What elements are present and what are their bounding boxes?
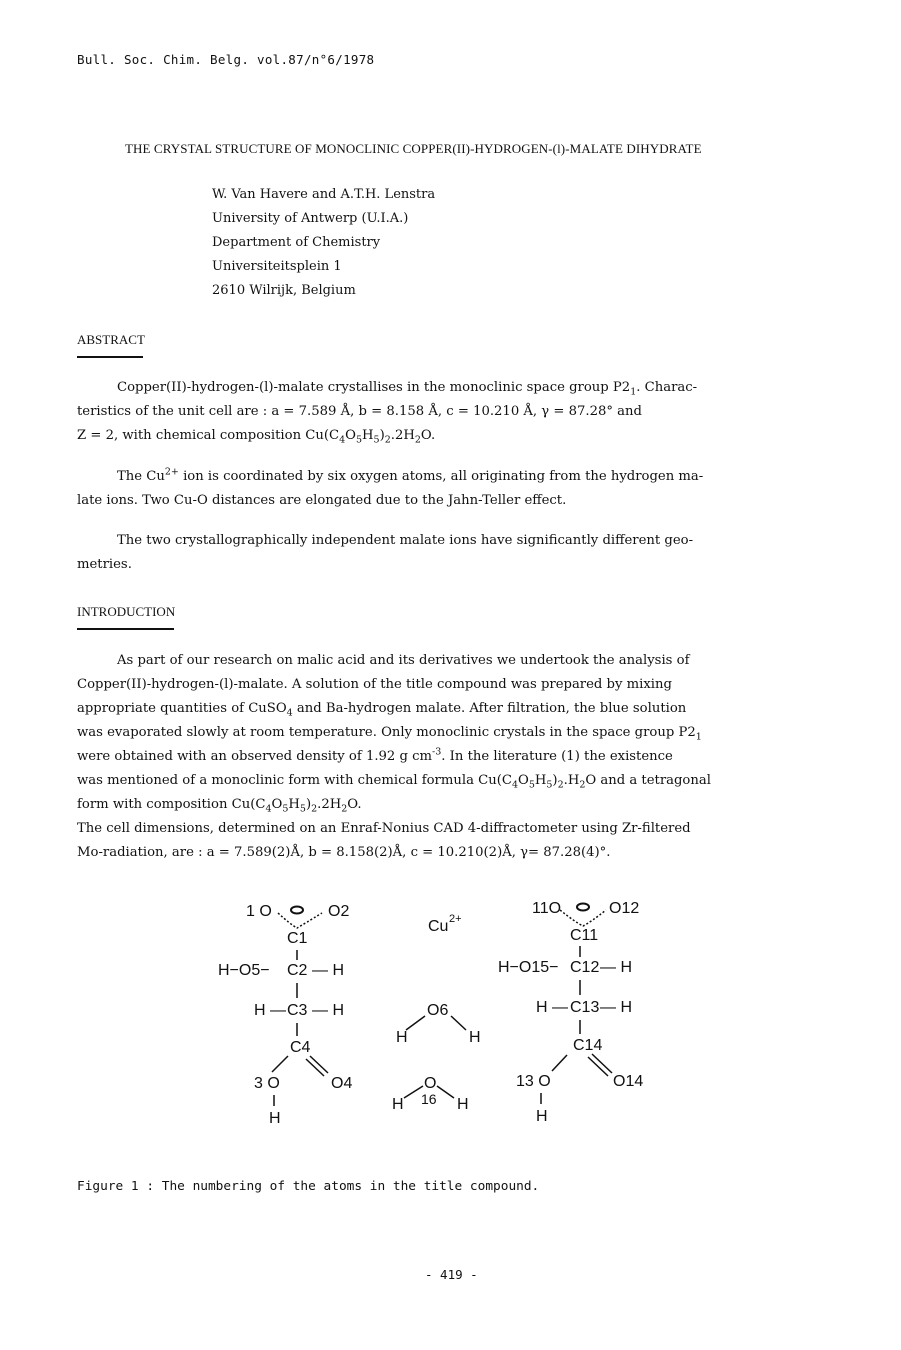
affiliation-city: 2610 Wilrijk, Belgium (212, 283, 356, 298)
atom-label-h-c3-left: H — (254, 1002, 286, 1019)
text-run: ) (305, 797, 312, 812)
atom-label-h-c13-left: H — (536, 999, 568, 1016)
bond (552, 1055, 567, 1071)
text-line: The cell dimensions, determined on an Enraf-Nonius CAD 4-diffractometer using Zr-filtered (77, 821, 691, 836)
atom-label-o1: 1 O (246, 903, 272, 920)
atom-label-c2: C2 (287, 962, 308, 979)
text-run: H (534, 773, 547, 788)
subscript: 2 (341, 803, 348, 815)
subscript: 5 (373, 434, 380, 446)
text-line: Copper(II)-hydrogen-(l)-malate. A solution of the title compound was prepared by mixing (77, 677, 672, 692)
atom-number-16: 16 (421, 1091, 437, 1107)
atom-label-o12: O12 (609, 900, 640, 917)
subscript: 1 (695, 731, 702, 743)
bond (437, 1086, 454, 1098)
atom-label-c11: C11 (570, 927, 599, 944)
atom-label-o13: 13 O (516, 1073, 551, 1090)
cu-label: Cu (428, 918, 449, 935)
atom-label-o16: O (424, 1075, 437, 1092)
subscript: 4 (339, 434, 346, 446)
text-run: and Ba-hydrogen malate. After filtration, the blue solution (292, 701, 687, 716)
text-run: . In the literature (1) the existence (441, 749, 673, 764)
affiliation-street: Universiteitsplein 1 (212, 259, 342, 274)
affiliation-university: University of Antwerp (U.I.A.) (212, 211, 409, 226)
water-o16 (392, 1075, 469, 1113)
atom-label-o5: H−O5− (218, 962, 270, 979)
text-run: .2H (317, 797, 342, 812)
text-run: ) (552, 773, 558, 788)
atom-label-o11: 11O (532, 900, 562, 917)
text-run: O (345, 428, 356, 443)
abstract-heading: ABSTRACT (77, 332, 145, 347)
subscript: 5 (546, 779, 553, 791)
subscript: 5 (282, 803, 289, 815)
atom-label-h: H (457, 1096, 469, 1113)
text-run: .H (563, 773, 580, 788)
delocalized-bond (278, 913, 322, 928)
abstract-paragraph-3 (77, 529, 822, 577)
journal-header: Bull. Soc. Chim. Belg. vol.87/n°6/1978 (77, 52, 375, 67)
text-run: . Charac- (636, 380, 698, 395)
text-run: Z = 2, with chemical composition Cu(C (77, 428, 340, 443)
atom-label-o14: O14 (613, 1073, 644, 1090)
text-line: teristics of the unit cell are : a = 7.589 Å, b = 8.158 Å, c = 10.210 Å, γ = 87.28° and (77, 404, 642, 419)
introduction-heading-underline (77, 628, 174, 630)
cu-charge: 2+ (449, 913, 462, 925)
atom-label-c14: C14 (573, 1037, 603, 1054)
abstract-paragraph-1 (77, 376, 822, 448)
atom-label-h-c13-right: — H (600, 999, 632, 1016)
text-run: O (518, 773, 529, 788)
text-run: ion is coordinated by six oxygen atoms, all originating from the hydrogen ma- (178, 469, 704, 484)
text-line: late ions. Two Cu-O distances are elongated due to the Jahn-Teller effect. (77, 493, 567, 508)
text-run: appropriate quantities of CuSO (77, 701, 287, 716)
atom-label-o4: O4 (331, 1075, 353, 1092)
atom-label-o6: O6 (427, 1002, 449, 1019)
introduction-paragraph (77, 649, 822, 865)
atom-label-o3: 3 O (254, 1075, 280, 1092)
text-run: ) (379, 428, 385, 443)
delocalized-charge-symbol (577, 904, 589, 911)
figure-caption: Figure 1 : The numbering of the atoms in the title compound. (77, 1179, 540, 1194)
subscript: 5 (528, 779, 535, 791)
text-line: The two crystallographically independent malate ions have significantly different geo- (117, 533, 694, 548)
text-run: were obtained with an observed density of 1.92 g cm (77, 749, 433, 764)
text-run: O and a tetragonal (585, 773, 711, 788)
page-number: - 419 - (425, 1267, 478, 1282)
text-line: metries. (77, 557, 132, 572)
atom-label-h-c3-right: — H (312, 1002, 344, 1019)
text-run: Copper(II)-hydrogen-(l)-malate crystallises in the monoclinic space group P2 (117, 380, 631, 395)
subscript: 4 (511, 779, 518, 791)
introduction-heading: INTRODUCTION (77, 604, 176, 619)
text-run: .2H (390, 428, 415, 443)
abstract-paragraph-2 (77, 465, 822, 513)
text-run: form with composition Cu(C (77, 797, 266, 812)
atom-label-h: H (392, 1096, 404, 1113)
affiliation-department: Department of Chemistry (212, 235, 381, 250)
delocalized-charge-symbol (291, 907, 303, 914)
text-run: O (271, 797, 283, 812)
atom-label-h-o13: H (536, 1108, 548, 1125)
subscript: 5 (299, 803, 306, 815)
atom-label-h-c2: — H (312, 962, 344, 979)
atom-label-o2: O2 (328, 903, 350, 920)
atom-label-c4: C4 (290, 1039, 311, 1056)
subscript: 4 (286, 707, 293, 719)
subscript: 2 (557, 779, 564, 791)
malate-ion-right (498, 900, 643, 1125)
atom-label-h-o3: H (269, 1110, 281, 1127)
bond (272, 1056, 288, 1072)
delocalized-bond (560, 910, 606, 926)
text-run: H (288, 797, 300, 812)
text-run: The Cu (117, 469, 165, 484)
subscript: 5 (355, 434, 362, 446)
subscript: 4 (265, 803, 272, 815)
text-run: O. (420, 428, 436, 443)
atom-label-h: H (396, 1029, 408, 1046)
subscript: 1 (630, 386, 637, 398)
author-names: W. Van Havere and A.T.H. Lenstra (212, 187, 436, 202)
text-run: was mentioned of a monoclinic form with chemical formula Cu(C (77, 773, 512, 788)
subscript: 2 (384, 434, 391, 446)
text-run: was evaporated slowly at room temperature. Only monoclinic crystals in the space group P2 (77, 725, 696, 740)
malate-ion-left (218, 903, 352, 1127)
atom-label-c3: C3 (287, 1002, 308, 1019)
text-run: H (362, 428, 374, 443)
bond (451, 1016, 466, 1030)
atom-label-o15: H−O15− (498, 959, 559, 976)
text-line: As part of our research on malic acid and its derivatives we undertook the analysis of (117, 653, 690, 668)
text-line: Mo-radiation, are : a = 7.589(2)Å, b = 8.158(2)Å, c = 10.210(2)Å, γ= 87.28(4)°. (77, 845, 611, 860)
bond (406, 1016, 425, 1030)
subscript: 2 (311, 803, 318, 815)
text-run: O. (347, 797, 362, 812)
atom-label-h-c12: — H (600, 959, 632, 976)
atom-label-h: H (469, 1029, 481, 1046)
atom-numbering-figure (0, 880, 901, 1140)
subscript: 2 (414, 434, 421, 446)
abstract-heading-underline (77, 356, 143, 358)
paper-title: THE CRYSTAL STRUCTURE OF MONOCLINIC COPPER(II)-HYDROGEN-(l)-MALATE DIHYDRATE (125, 141, 702, 156)
subscript: 2 (579, 779, 586, 791)
water-o6 (396, 1002, 481, 1046)
superscript: -3 (432, 746, 442, 758)
atom-label-c13: C13 (570, 999, 600, 1016)
superscript: 2+ (164, 466, 179, 478)
copper-ion (428, 913, 462, 935)
atom-label-c1: C1 (287, 930, 308, 947)
atom-label-c12: C12 (570, 959, 600, 976)
